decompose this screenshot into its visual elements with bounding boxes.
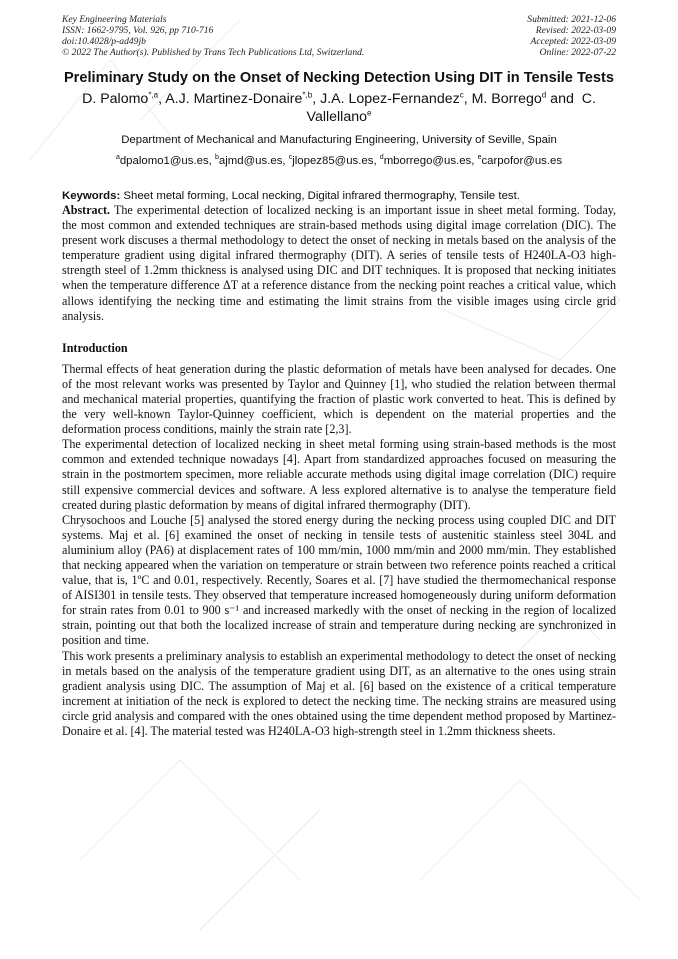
- paper-title: Preliminary Study on the Onset of Necking Detection Using DIT in Tensile Tests: [63, 70, 615, 86]
- doi-link[interactable]: doi:10.4028/p-ad49jb: [62, 36, 146, 47]
- affiliation: Department of Mechanical and Manufacturing Engineering, University of Seville, Spain: [121, 134, 557, 146]
- accepted-date: Accepted: 2022-03-09: [530, 36, 616, 47]
- author: A.J. Martinez-Donaire$^{*,b}$,: [165, 90, 321, 107]
- email-list: [62, 154, 616, 168]
- paragraph: Chrysochoos and Louche [5] analysed the stored energy during the necking process using coupled DIC and DIT systems. Maj et al. [6] examined the onset of necking in tensile tests of austenitic stainless steel 304L and aluminium alloy (PA6) at displacement rates of 100 mm/min, 1000 mm/min and 2000 mm/min. They established that necking appeared when the variation on temperature or strain between two reference points reached a critical value, that is, 1ºC and 0.01, respectively. Recently, Soares et al. [7] have studied the thermomechanical response of AISI301 in tensile tests. They observed that temperature increased homogeneously during uniform deformation for strain rates from 0.01 to 900 s⁻¹ and increased markedly with the onset of necking in the region of localized strain, pointing out that both the localized increase of strain and temperature during necking are synchronized in position and time.: [62, 512, 616, 648]
- keywords-text: Sheet metal forming, Local necking, Digital infrared thermography, Tensile test.: [120, 190, 520, 202]
- author: M. Borrego$^d$ and: [471, 90, 582, 107]
- submitted-date: Submitted: 2021-12-06: [527, 14, 616, 25]
- email-link[interactable]: $^d$mborrego@us.es,: [379, 154, 478, 167]
- author-list: [62, 90, 616, 126]
- paragraph: This work presents a preliminary analysis to establish an experimental methodology to detect the onset of necking in metals based on the analysis of the temperature gradient using DIT, as an alternative to the ones using strain gradient analysis using DIC. The assumption of Maj et al. [6] based on the existence of a critical temperature increment at initiation of the neck is explored to detect the necking time. The necking strains are measured using circle grid analysis and compared with the ones obtained using the time dependent method proposed by Martinez-Donaire et al. [4]. The material tested was H240LA-O3 high-strength steel in 1.2mm thickness sheets.: [62, 648, 616, 738]
- journal-name: Key Engineering Materials: [62, 14, 167, 25]
- header-left: [62, 14, 364, 58]
- paragraph: Thermal effects of heat generation during the plastic deformation of metals have been analysed for decades. One of the most relevant works was presented by Taylor and Quinney [1], who studied the relation between thermal and mechanical material properties, quantifying the fraction of plastic work converted to heat. This is defined by the very well-known Taylor-Quinney coefficient, which is dependent on the material properties and the deformation process conditions, mainly the strain rate [2,3].: [62, 361, 616, 437]
- author: C. Vallellano$^e$: [306, 91, 596, 125]
- online-date: Online: 2022-07-22: [539, 47, 616, 58]
- email-link[interactable]: $^c$jlopez85@us.es,: [288, 154, 380, 167]
- author: D. Palomo$^{*,a}$,: [82, 90, 166, 107]
- section-heading-introduction: Introduction: [62, 340, 128, 355]
- abstract-label: Abstract.: [62, 203, 111, 217]
- abstract: [62, 203, 616, 324]
- keywords: [62, 189, 616, 203]
- paragraph: The experimental detection of localized necking in sheet metal forming using strain-based methods is the most common and extended technique nowadays [4]. Apart from standardized approaches focused on measuring the strain in the postmortem specimen, more reliable accurate methods using digital image correlation (DIC) require still expensive commercial devices and software. A less explored alternative is to analyse the temperature field created during plastic deformation by means of digital infrared thermography (DIT).: [62, 437, 616, 512]
- keywords-label: Keywords:: [62, 190, 121, 202]
- journal-header: [62, 14, 616, 58]
- author: J.A. Lopez-Fernandez$^c$,: [320, 90, 472, 107]
- issn-info: ISSN: 1662-9795, Vol. 926, pp 710-716: [62, 25, 214, 36]
- email-link[interactable]: $^b$ajmd@us.es,: [215, 154, 289, 167]
- introduction-body: [62, 362, 616, 739]
- email-link[interactable]: $^e$carpofor@us.es: [477, 154, 563, 167]
- header-right: [527, 14, 616, 58]
- abstract-text: The experimental detection of localized necking is an important issue in sheet metal forming. Today, the most common and extended techniques are strain-based methods using digital image correlation (DIC). The present work discuses a thermal methodology to detect the onset of necking in metals based on the analysis of the temperature gradient using digital infrared thermography (DIT). A series of tensile tests of H240LA-O3 high-strength steel of 1.2mm thickness is analysed using DIC and DIT techniques. It is proposed that necking initiates when the temperature difference ΔT at a reference distance from the necking point reaches a critical value, which allows identifying the necking time and estimating the limit strains from the visible images using circle grid analysis.: [62, 203, 616, 323]
- revised-date: Revised: 2022-03-09: [535, 25, 616, 36]
- copyright-notice: © 2022 The Author(s). Published by Trans Tech Publications Ltd, Switzerland.: [62, 47, 365, 58]
- email-link[interactable]: $^a$dpalomo1@us.es,: [115, 154, 215, 167]
